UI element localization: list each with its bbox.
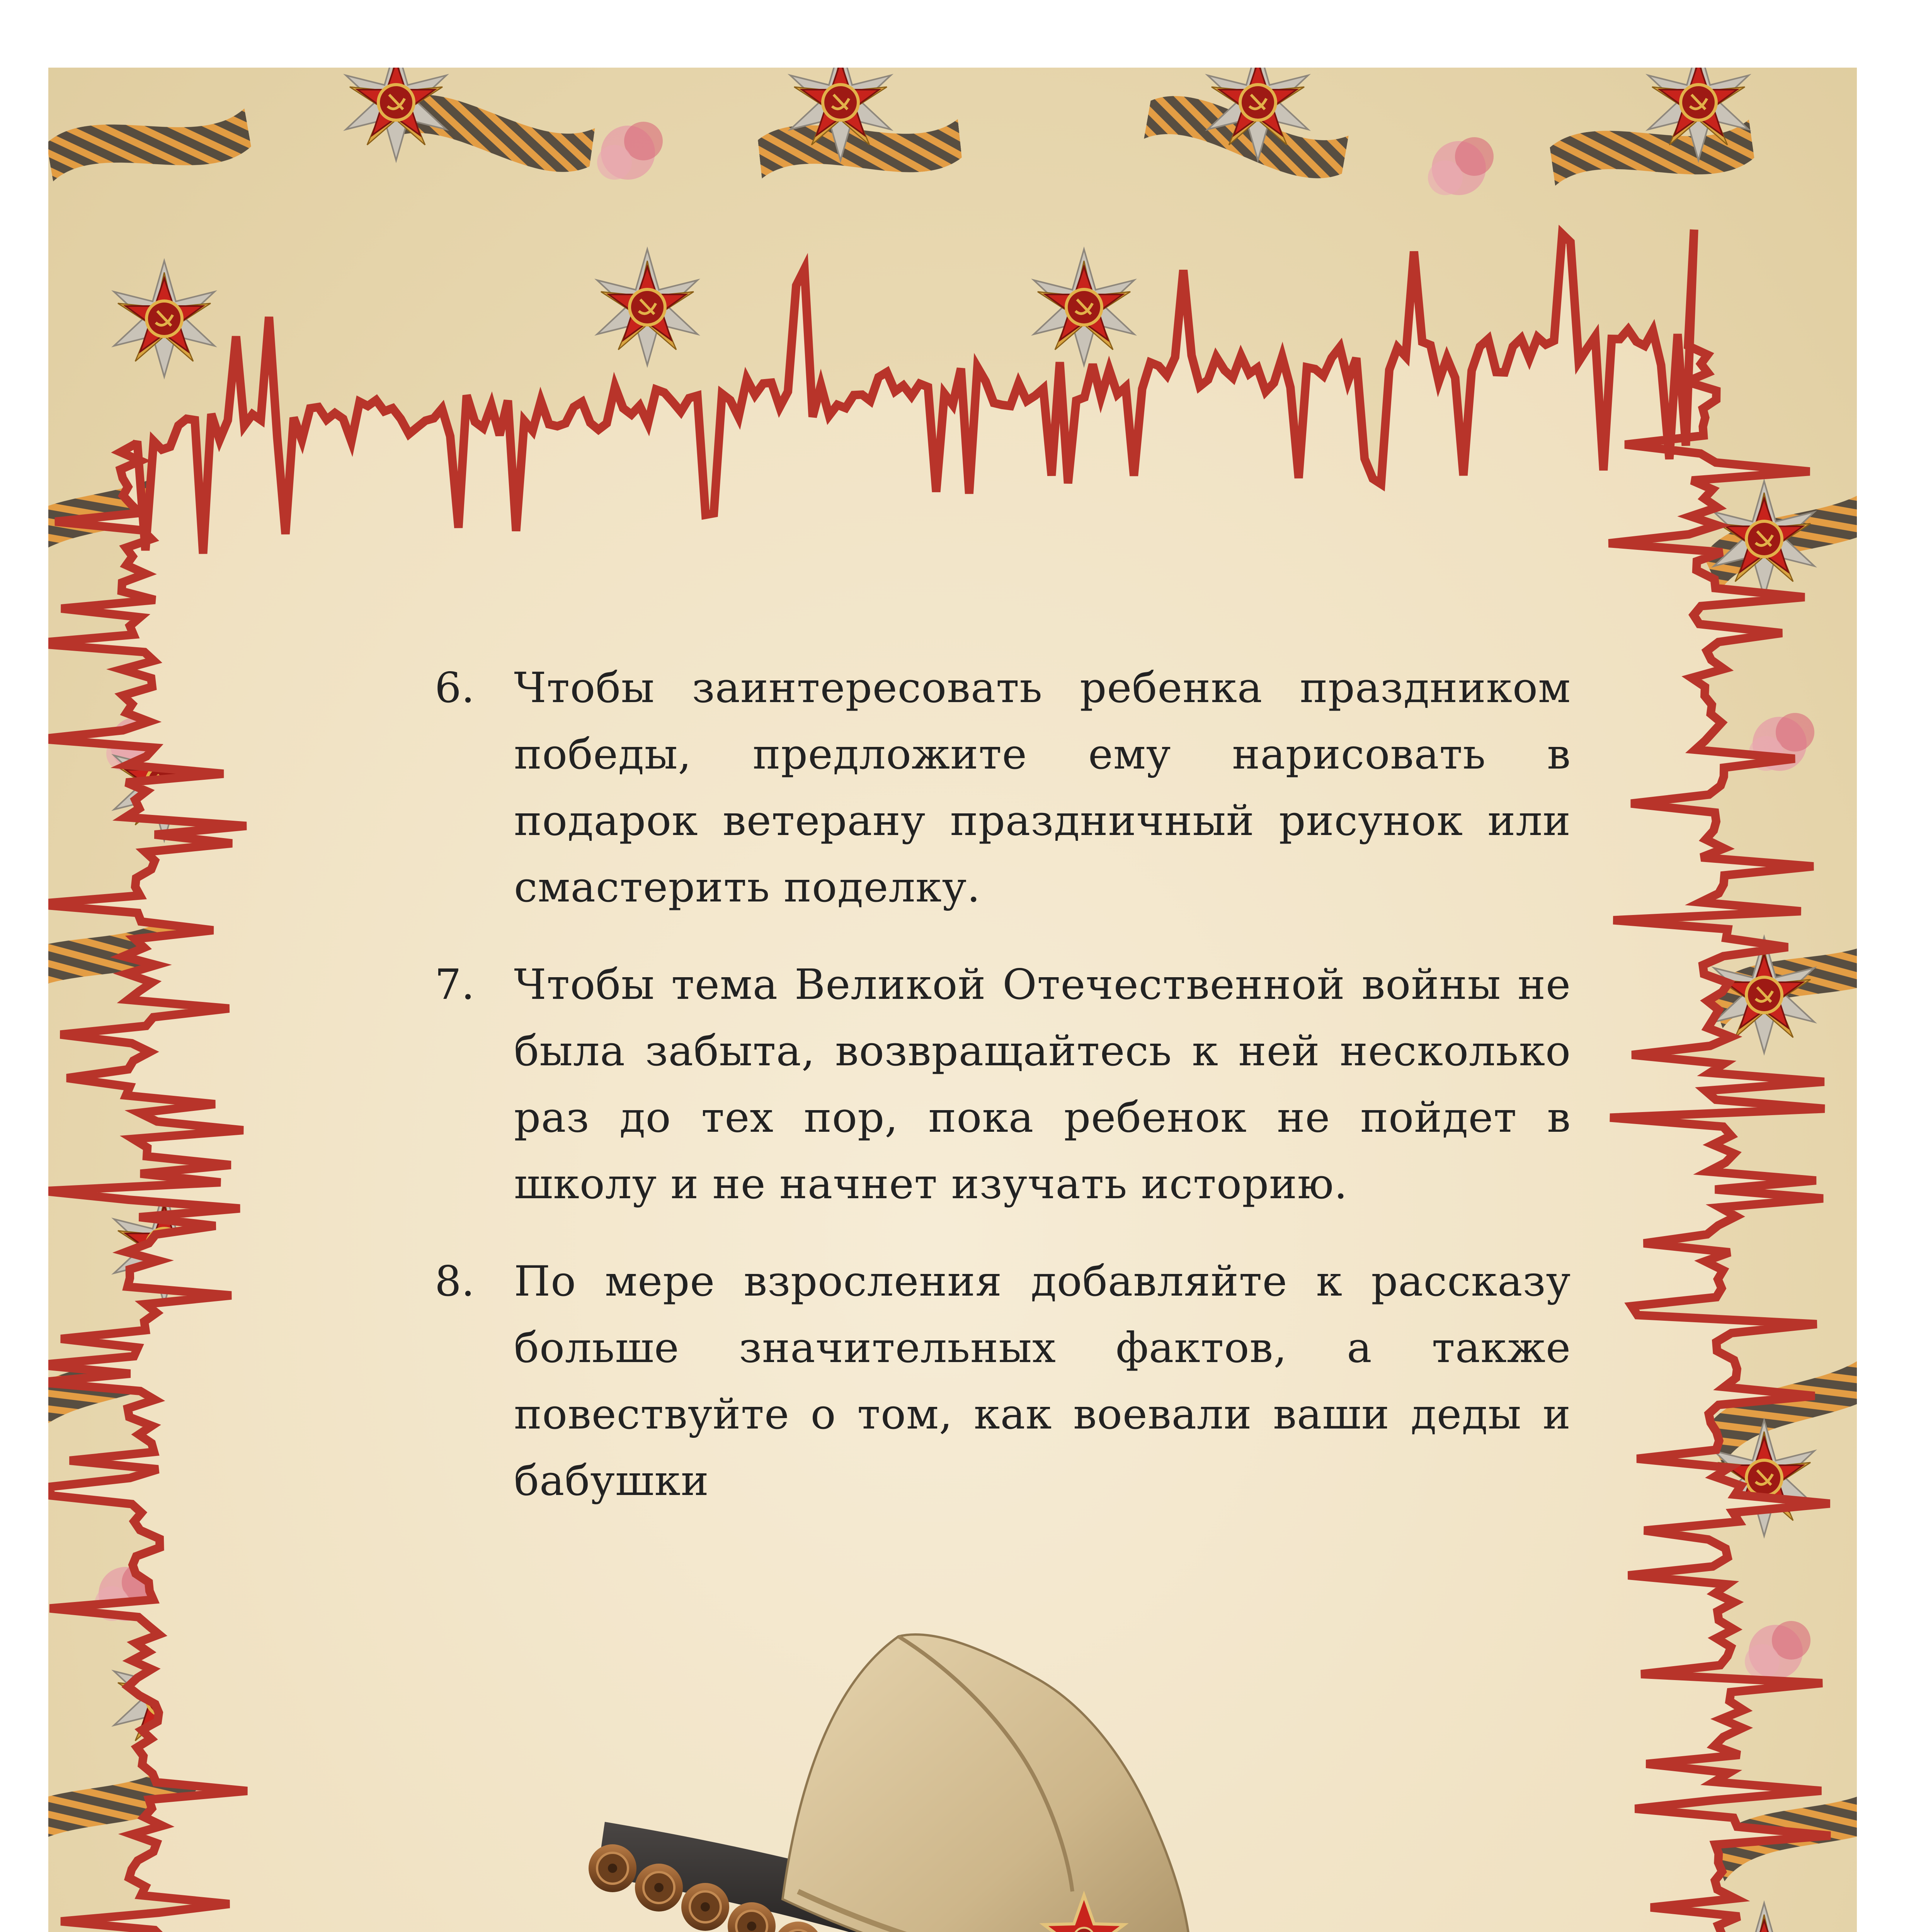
tips-list-container [419,655,1571,1545]
tip-number: 8. [435,1257,475,1306]
list-item [419,655,1571,921]
list-item [419,952,1571,1218]
garrison-cap-illustration [582,1621,1432,1932]
tips-list [419,655,1571,1514]
tip-number: 7. [435,961,475,1009]
document-page [48,68,1857,1932]
tip-text: По мере взросления добавляйте к рассказу больше значительных фактов, а также повествуйте о том, как воевали ваши деды и бабушки [514,1257,1571,1505]
tip-text: Чтобы тема Великой Отечественной войны не была забыта, возвращайтесь к ней несколько раз до тех пор, пока ребенок не пойдет в школу и не начнет изучать историю. [514,961,1571,1208]
list-item [419,1248,1571,1514]
tip-number: 6. [435,664,475,712]
garrison-cap [783,1634,1191,1932]
tip-text: Чтобы заинтересовать ребенка праздником победы, предложите ему нарисовать в подарок ветерану праздничный рисунок или смастерить поделку. [514,664,1571,912]
